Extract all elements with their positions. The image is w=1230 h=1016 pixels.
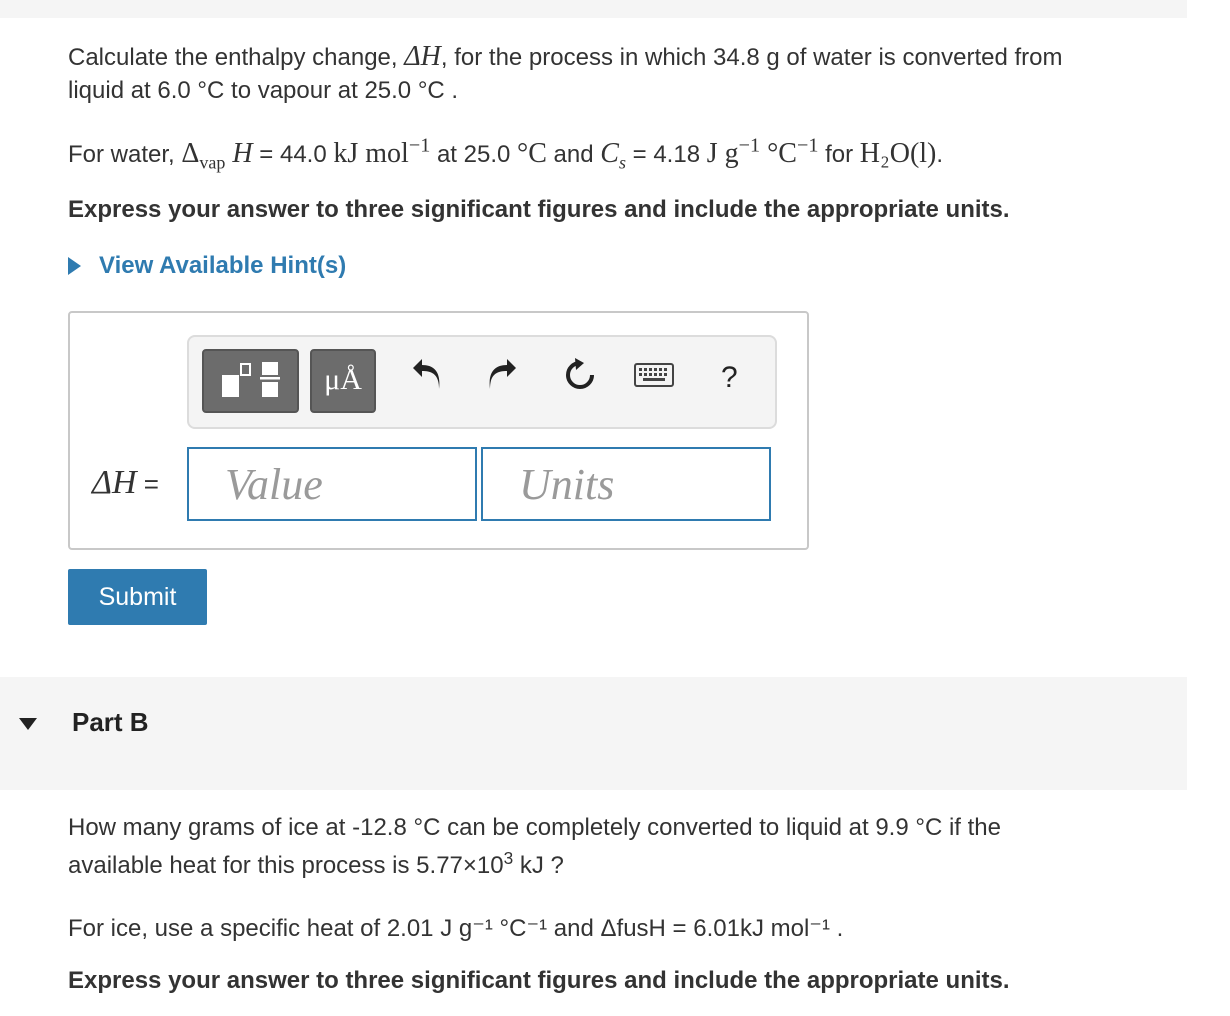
part-b-data-line: For ice, use a specific heat of 2.01 J g⁻¹ °C⁻¹ and ΔfusH = 6.01kJ mol⁻¹ . (68, 915, 844, 942)
collapse-caret-icon[interactable] (19, 718, 37, 730)
templates-icon (204, 351, 297, 411)
reset-icon[interactable] (562, 357, 598, 398)
instruction-text: Express your answer to three significant figures and include the appropriate units. (68, 196, 1010, 223)
help-button[interactable]: ? (721, 361, 738, 394)
keyboard-icon[interactable] (634, 363, 674, 392)
answer-box (68, 311, 809, 550)
part-b-title: Part B (72, 707, 149, 737)
redo-icon[interactable] (486, 357, 518, 398)
question-line-2: liquid at 6.0 °C to vapour at 25.0 °C . (68, 77, 459, 104)
part-b-header[interactable] (0, 677, 1187, 790)
units-field[interactable] (481, 447, 771, 521)
data-line: For water, $\Delta_{vap}$ H = 44.0 kJ mol$^{-1}$ at 25.0 °C and $C_s = 4.18$ J $g^{-1}$ $^\circ C^{-1}$ for H₂O(l). (68, 134, 944, 173)
question-line-1: Calculate the enthalpy change, ΔH, for the process in which 34.8 g of water is converted from (68, 41, 1063, 72)
top-strip (0, 0, 1187, 18)
value-input[interactable] (189, 449, 475, 519)
part-b-question-line-2: available heat for this process is $5.77\times 10^3$ kJ ? (68, 848, 564, 879)
view-hints-label: View Available Hint(s) (99, 252, 347, 279)
value-field[interactable] (187, 447, 477, 521)
expand-triangle-icon (68, 257, 81, 275)
units-input[interactable] (483, 449, 769, 519)
units-button-label: μÅ (324, 363, 362, 396)
delta-h-label: ΔH = (92, 464, 159, 501)
part-b-instruction: Express your answer to three significant figures and include the appropriate units. (68, 967, 1010, 994)
math-toolbar (187, 335, 777, 429)
submit-button[interactable]: Submit (68, 569, 207, 625)
undo-icon[interactable] (411, 357, 443, 398)
templates-button[interactable] (202, 349, 299, 413)
view-hints-link[interactable] (68, 252, 346, 280)
units-button[interactable] (310, 349, 376, 413)
part-b-question-line-1: How many grams of ice at -12.8 °C can be completely converted to liquid at 9.9 °C if the (68, 814, 1001, 841)
